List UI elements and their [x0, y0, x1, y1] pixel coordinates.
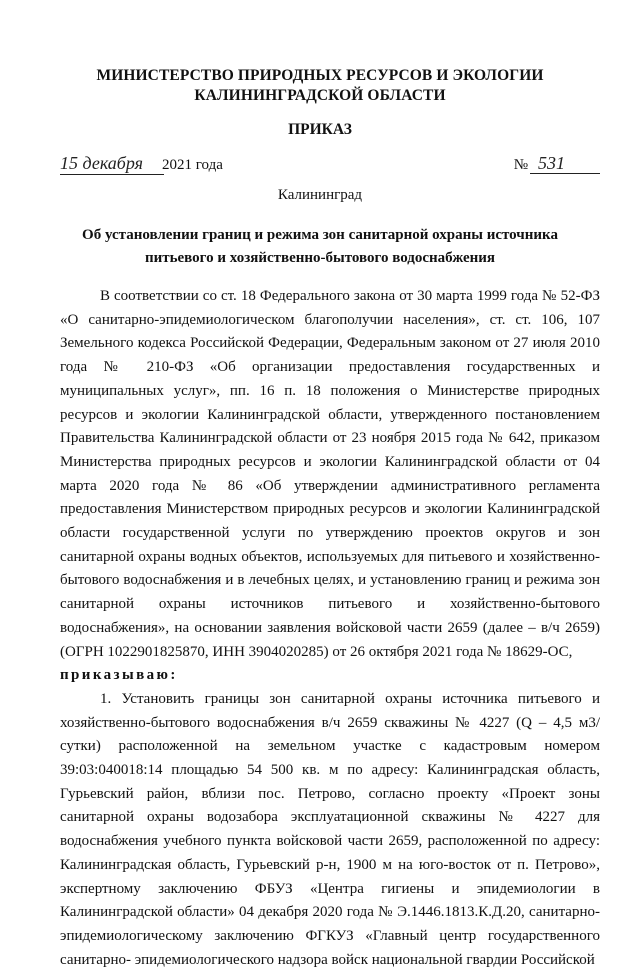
date-number-row: [60, 152, 600, 180]
number-sign: №: [513, 157, 528, 173]
handwritten-date: 15 декабря: [60, 152, 164, 175]
year-text: 2021 года: [162, 157, 223, 173]
order-word: приказываю:: [60, 667, 178, 684]
city: Калининград: [277, 187, 363, 203]
preamble-paragraph: В соответствии со ст. 18 Федерального закона от 30 марта 1999 года № 52-ФЗ «О санитарно-эпидемиологическом благополучии населения», ст. ст. 106, 107 Земельного кодекса Российской Федерации, Федеральным законом от 27 июля 2010 года № 210-ФЗ «Об организации предоставления государственных и муниципальных услуг», пп. 16 п. 18 положения о Министерстве природных ресурсов и экологии Калининградской области, утвержденного постановлением Правительства Калининградской области от 23 ноября 2015 года № 642, приказом Министерства природных ресурсов и экологии Калининградской области от 04 марта 2020 года № 86 «Об утверждении административного регламента предоставления Министерством природных ресурсов и экологии Калининградской области государственной услуги по утверждению проектов округов и зон санитарной охраны водных объектов, используемых для питьевого и хозяйственно-бытового водоснабжения и в лечебных целях, и установлению границ и режима зон санитарной охраны источников питьевого и хозяйственно-бытового водоснабжения», на основании заявления войсковой части 2659 (далее – в/ч 2659) (ОГРН 1022901825870, ИНН 3904020285) от 26 октября 2021 года № 18629-ОС,: [60, 288, 600, 660]
handwritten-number: 531: [530, 152, 600, 174]
ministry-name: [0, 66, 640, 106]
ministry-line-2: КАЛИНИНГРАДСКОЙ ОБЛАСТИ: [194, 87, 446, 104]
document-title: Об установлении границ и режима зон санитарной охраны источника питьевого и хозяйственно-бытового водоснабжения: [82, 227, 558, 266]
document-body: [60, 285, 600, 972]
document-type: ПРИКАЗ: [288, 121, 352, 138]
ministry-line-1: МИНИСТЕРСТВО ПРИРОДНЫХ РЕСУРСОВ И ЭКОЛОГИИ: [96, 67, 544, 84]
clause-1-paragraph: 1. Установить границы зон санитарной охраны источника питьевого и хозяйственно-бытового водоснабжения в/ч 2659 скважины № 4227 (Q – 4,5 м3/сутки) расположенной на земельном участке с кадастровым номером 39:03:040018:14 площадью 54 500 кв. м по адресу: Калининградская область, Гурьевский район, вблизи пос. Петрово, согласно проекту «Проект зоны санитарной охраны водозабора эксплуатационной скважины № 4227 для водоснабжения учебного пункта войсковой части 2659, расположенной по адресу: Калининградская область, Гурьевский р-н, 1900 м на юго-восток от п. Петрово», экспертному заключению ФБУЗ «Центра гигиены и эпидемиологии в Калининградской области» 04 декабря 2020 года № Э.1446.1813.К.Д.20, санитарно-эпидемиологическому заключению ФГКУЗ «Главный центр государственного санитарно- эпидемиологического надзора войск национальной гвардии Российской: [60, 690, 600, 968]
